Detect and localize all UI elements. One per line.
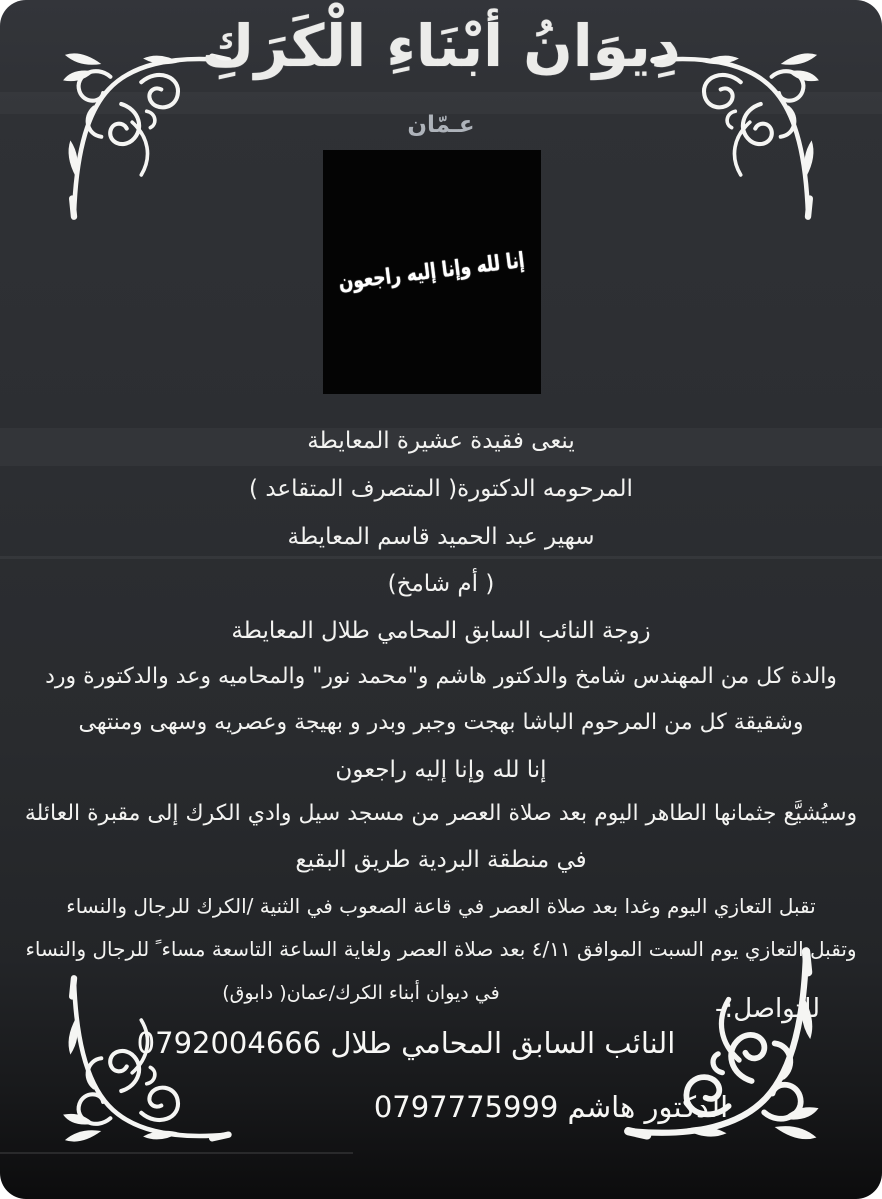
condolences-line: وتقبل التعازي يوم السبت الموافق ٤/١١ بعد صلاة العصر ولغاية الساعة التاسعة مساء ً للرجال والنساء — [25, 937, 857, 961]
announcement-line: ( أم شامخ) — [387, 571, 495, 597]
condolences-line: تقبل التعازي اليوم وغدا بعد صلاة العصر في قاعة الصعوب في الثنية /الكرك للرجال والنساء — [66, 894, 816, 918]
announcement-line: زوجة النائب السابق المحامي طلال المعايطة — [231, 618, 651, 644]
diwan-title: دِيوَانُ أبْنَاءِ الْكَرَكِ — [201, 12, 681, 80]
announcement-line: إنا لله وإنا إليه راجعون — [335, 757, 547, 783]
contact-phone-talal: النائب السابق المحامي طلال 0792004666 — [136, 1026, 676, 1060]
announcement-line: في منطقة البردية طريق البقيع — [295, 847, 587, 873]
city-label: عـمّان — [407, 112, 475, 138]
calligraphy-plaque — [323, 150, 541, 394]
announcement-line: والدة كل من المهندس شامخ والدكتور هاشم و"محمد نور" والمحاميه وعد والدكتورة ورد — [45, 664, 837, 689]
announcement-line: المرحومه الدكتورة( المتصرف المتقاعد ) — [249, 476, 633, 502]
announcement-line: وسيُشيَّع جثمانها الطاهر اليوم بعد صلاة العصر من مسجد سيل وادي الكرك إلى مقبرة العائلة — [24, 801, 858, 826]
condolences-line: في ديوان أبناء الكرك/عمان( دابوق) — [222, 982, 500, 1004]
deceased-name: سهير عبد الحميد قاسم المعايطة — [287, 524, 595, 550]
contact-label: للتواصل:- — [715, 994, 820, 1024]
announcement-line: وشقيقة كل من المرحوم الباشا بهجت وجبر وبدر و بهيجة وعصريه وسهى ومنتهى — [78, 710, 804, 735]
announcement-line: ينعى فقيدة عشيرة المعايطة — [307, 428, 575, 454]
contact-phone-hashem: الدكتور هاشم 0797775999 — [373, 1090, 729, 1124]
background-band — [0, 556, 882, 559]
istirja-calligraphy: إنا لله وإنا إليه راجعون — [337, 248, 527, 296]
